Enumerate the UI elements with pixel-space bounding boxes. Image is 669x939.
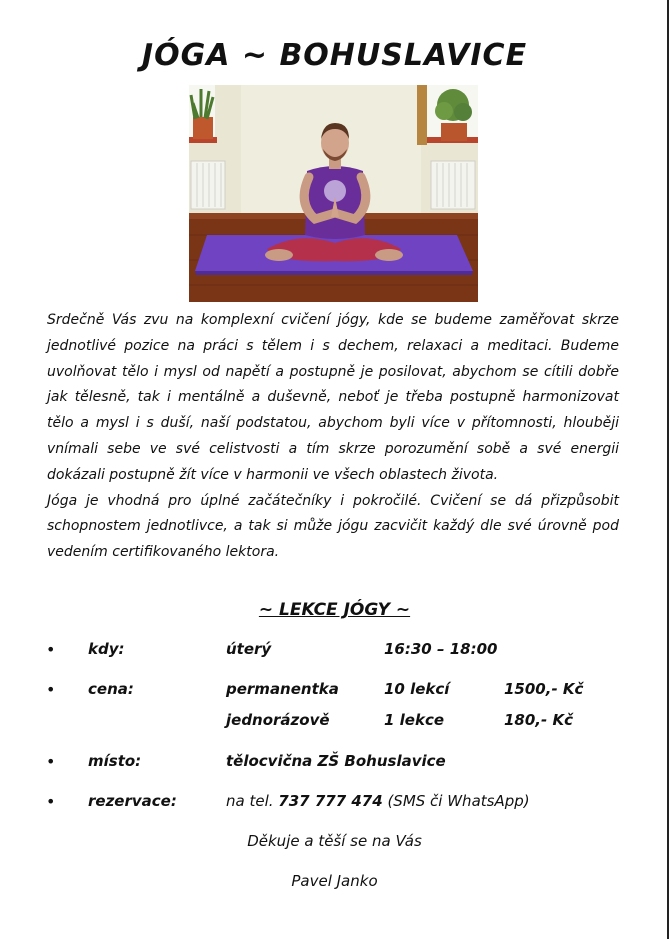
pass-count: 10 lekcí [384, 680, 450, 698]
booking-suffix: (SMS či WhatsApp) [382, 792, 530, 810]
phone-number: 737 777 474 [278, 792, 383, 810]
when-time: 16:30 – 18:00 [384, 640, 498, 658]
booking-value [226, 792, 530, 810]
when-day: úterý [226, 640, 272, 658]
pass-name: permanentka [226, 680, 339, 698]
detail-row-price-single [0, 711, 669, 735]
place-value: tělocvična ZŠ Bohuslavice [226, 752, 446, 770]
single-count: 1 lekce [384, 711, 445, 729]
page-title: JÓGA ~ BOHUSLAVICE [141, 38, 528, 73]
intro-text [47, 308, 619, 566]
signature: Pavel Janko [291, 872, 378, 890]
place-label: místo: [88, 752, 142, 770]
intro-paragraph-2: Jóga je vhodná pro úplné začátečníky i pokročilé. Cvičení se dá přizpůsobit schopnostem jednotlivce, a tak si může jógu zacvičit každý dle své úrovně pod vedením certifikovaného lektora. [47, 492, 619, 561]
single-price: 180,- Kč [504, 711, 573, 729]
detail-row-price [0, 680, 669, 704]
yoga-instructor-photo [189, 85, 478, 302]
thanks-text: Děkuje a těší se na Vás [247, 832, 422, 850]
booking-prefix: na tel. [226, 792, 279, 810]
detail-row-booking [0, 792, 669, 816]
when-label: kdy: [88, 640, 125, 658]
bullet: • [46, 640, 56, 659]
booking-label: rezervace: [88, 792, 177, 810]
intro-paragraph-1: Srdečně Vás zvu na komplexní cvičení jógy, kde se budeme zaměřovat skrze jednotlivé pozice na práci s tělem i s dechem, relaxaci a meditaci. Budeme uvolňovat tělo i mysl od napětí a postupně je posilovat, abychom se cítili dobře jak tělesně, tak i mentálně a duševně, neboť je třeba postupně harmonizovat tělo a mysl i s duší, naší podstatou, abychom byli více v přítomnosti, hlouběji vnímali sebe ve své celistvosti a tím skrze porozumění sobě a své energii dokázali postupně žít více v harmonii ve všech oblastech života. [47, 312, 619, 483]
bullet: • [46, 680, 56, 699]
section-heading: ~ LEKCE JÓGY ~ [258, 600, 411, 620]
bullet: • [46, 752, 56, 771]
detail-row-when [0, 640, 669, 664]
pass-price: 1500,- Kč [504, 680, 584, 698]
bullet: • [46, 792, 56, 811]
detail-row-place [0, 752, 669, 776]
price-label: cena: [88, 680, 134, 698]
single-name: jednorázově [226, 711, 330, 729]
